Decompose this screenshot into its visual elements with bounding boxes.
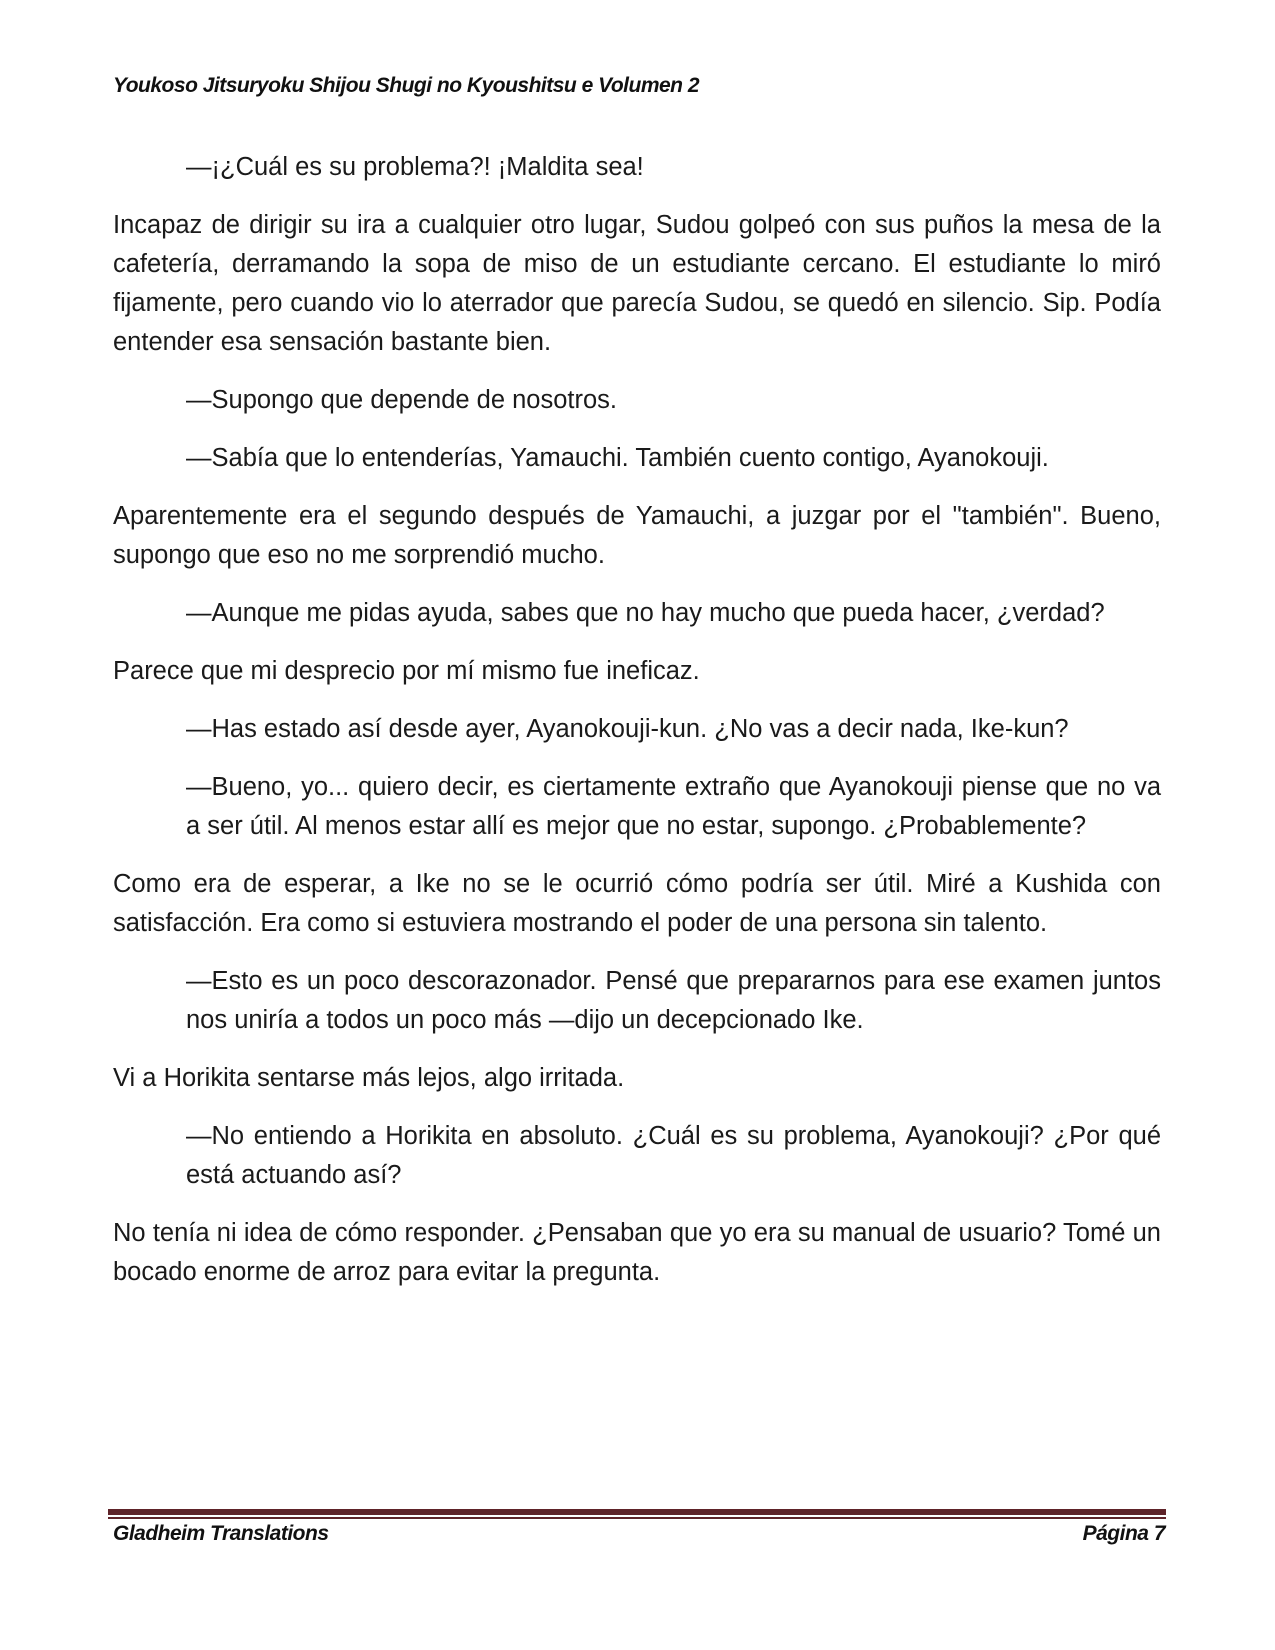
paragraph: —Has estado así desde ayer, Ayanokouji-kun. ¿No vas a decir nada, Ike-kun? <box>186 715 1069 743</box>
page-number: Página 7 <box>1082 1522 1165 1545</box>
footer-rule-thin <box>108 1517 1166 1519</box>
paragraph: —Esto es un poco descorazonador. Pensé que prepararnos para ese examen juntos nos uniría a todos un poco más —dijo un decepcionado Ike. <box>186 967 1161 1034</box>
footer-rule <box>108 1509 1166 1515</box>
page-body <box>113 148 1161 1311</box>
paragraph: —Supongo que depende de nosotros. <box>186 386 618 414</box>
paragraph: Vi a Horikita sentarse más lejos, algo irritada. <box>113 1064 625 1092</box>
running-header: Youkoso Jitsuryoku Shijou Shugi no Kyoushitsu e Volumen 2 <box>113 74 700 97</box>
paragraph: —No entiendo a Horikita en absoluto. ¿Cuál es su problema, Ayanokouji? ¿Por qué está actuando así? <box>186 1122 1161 1189</box>
paragraph: Parece que mi desprecio por mí mismo fue ineficaz. <box>113 657 700 685</box>
paragraph: —¡¿Cuál es su problema?! ¡Maldita sea! <box>186 153 644 181</box>
paragraph: Incapaz de dirigir su ira a cualquier otro lugar, Sudou golpeó con sus puños la mesa de la cafetería, derramando la sopa de miso de un estudiante cercano. El estudiante lo miró fijamente, pero cuando vio lo aterrador que parecía Sudou, se quedó en silencio. Sip. Podía entender esa sensación bastante bien. <box>113 211 1161 356</box>
paragraph: Aparentemente era el segundo después de Yamauchi, a juzgar por el "también". Bueno, supongo que eso no me sorprendió mucho. <box>113 502 1161 569</box>
paragraph: No tenía ni idea de cómo responder. ¿Pensaban que yo era su manual de usuario? Tomé un bocado enorme de arroz para evitar la pregunta. <box>113 1219 1161 1286</box>
paragraph: —Bueno, yo... quiero decir, es ciertamente extraño que Ayanokouji piense que no va a ser útil. Al menos estar allí es mejor que no estar, supongo. ¿Probablemente? <box>186 773 1161 840</box>
paragraph: —Sabía que lo entenderías, Yamauchi. También cuento contigo, Ayanokouji. <box>186 444 1049 472</box>
paragraph: Como era de esperar, a Ike no se le ocurrió cómo podría ser útil. Miré a Kushida con satisfacción. Era como si estuviera mostrando el poder de una persona sin talento. <box>113 870 1161 937</box>
footer-translator: Gladheim Translations <box>113 1522 329 1545</box>
paragraph: —Aunque me pidas ayuda, sabes que no hay mucho que pueda hacer, ¿verdad? <box>186 599 1105 627</box>
